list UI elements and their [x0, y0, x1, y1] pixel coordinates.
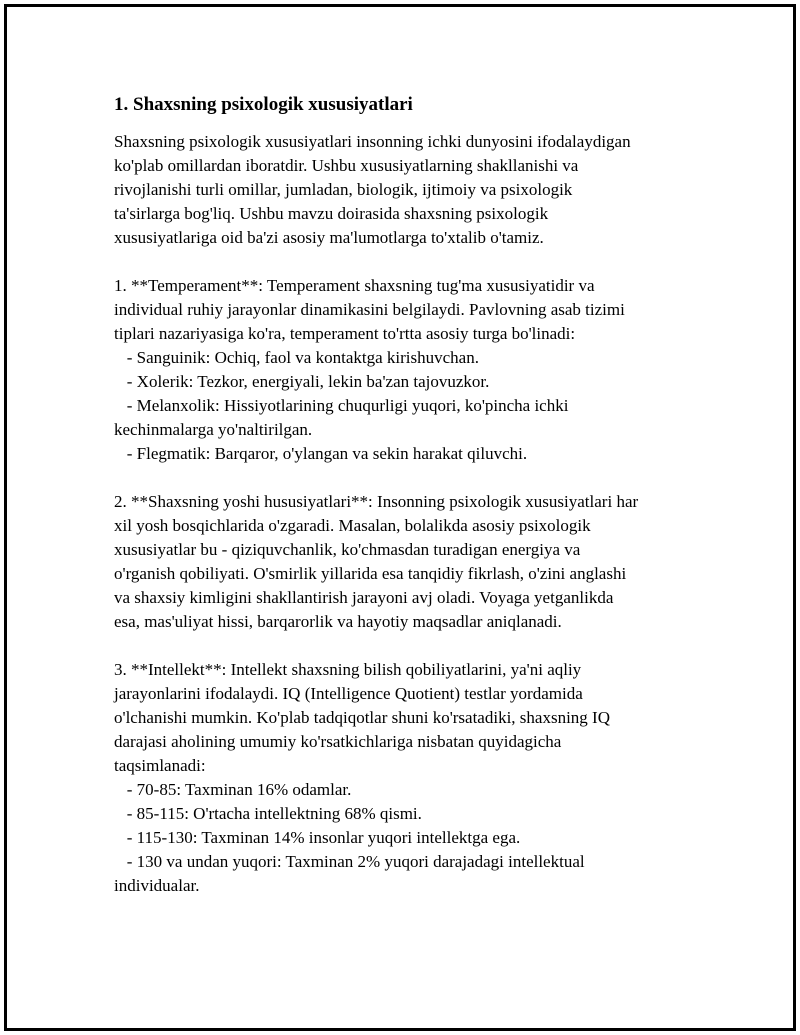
document-body: Shaxsning psixologik xususiyatlari insonning ichki dunyosini ifodalaydigan ko'plab omillardan iboratdir. Ushbu xususiyatlarning shakllanishi va rivojlanishi turli omillar, jumladan, biologik, ijtimoiy va psixologik ta'sirlarga bog'liq. Ushbu mavzu doirasida shaxsning psixologik xususiyatlariga oid ba'zi asosiy ma'lumotlarga to'xtalib o'tamiz. 1. **Temperament**: Temperament shaxsning tug'ma xususiyatidir va individual ruhiy jarayonlar dinamikasini belgilaydi. Pavlovning asab tizimi tiplari nazariyasiga ko'ra, temperament to'rtta asosiy turga bo'linadi: - Sanguinik: Ochiq, faol va kontaktga kirishuvchan. - Xolerik: Tezkor, energiyali, lekin ba'zan tajovuzkor. - Melanxolik: Hissiyotlarining chuqurligi yuqori, ko'pincha ichki kechinmalarga yo'naltirilgan. - Flegmatik: Barqaror, o'ylangan va sekin harakat qiluvchi. 2. **Shaxsning yoshi hususiyatlari**: Insonning psixologik xususiyatlari har xil yosh bosqichlarida o'zgaradi. Masalan, bolalikda asosiy psixologik xususiyatlar bu - qiziquvchanlik, ko'chmasdan turadigan energiya va o'rganish qobiliyati. O'smirlik yillarida esa tanqidiy fikrlash, o'zini anglashi va shaxsiy kimligini shakllantirish jarayoni avj oladi. Voyaga yetganlikda esa, mas'uliyat hissi, barqarorlik va hayotiy maqsadlar aniqlanadi. 3. **Intellekt**: Intellekt shaxsning bilish qobiliyatlarini, ya'ni aqliy jarayonlarini ifodalaydi. IQ (Intelligence Quotient) testlar yordamida o'lchanishi mumkin. Ko'plab tadqiqotlar shuni ko'rsatadiki, shaxsning IQ darajasi aholining umumiy ko'rsatkichlariga nisbatan quyidagicha taqsimlanadi: - 70-85: Taxminan 16% odamlar. - 85-115: O'rtacha intellektning 68% qismi. - 115-130: Taxminan 14% insonlar yuqori intellektga ega. - 130 va undan yuqori: Taxminan 2% yuqori darajadagi intellektual individualar. — [114, 132, 639, 895]
document-content — [114, 93, 694, 898]
document-heading: 1. Shaxsning psixologik xususiyatlari — [114, 94, 413, 115]
